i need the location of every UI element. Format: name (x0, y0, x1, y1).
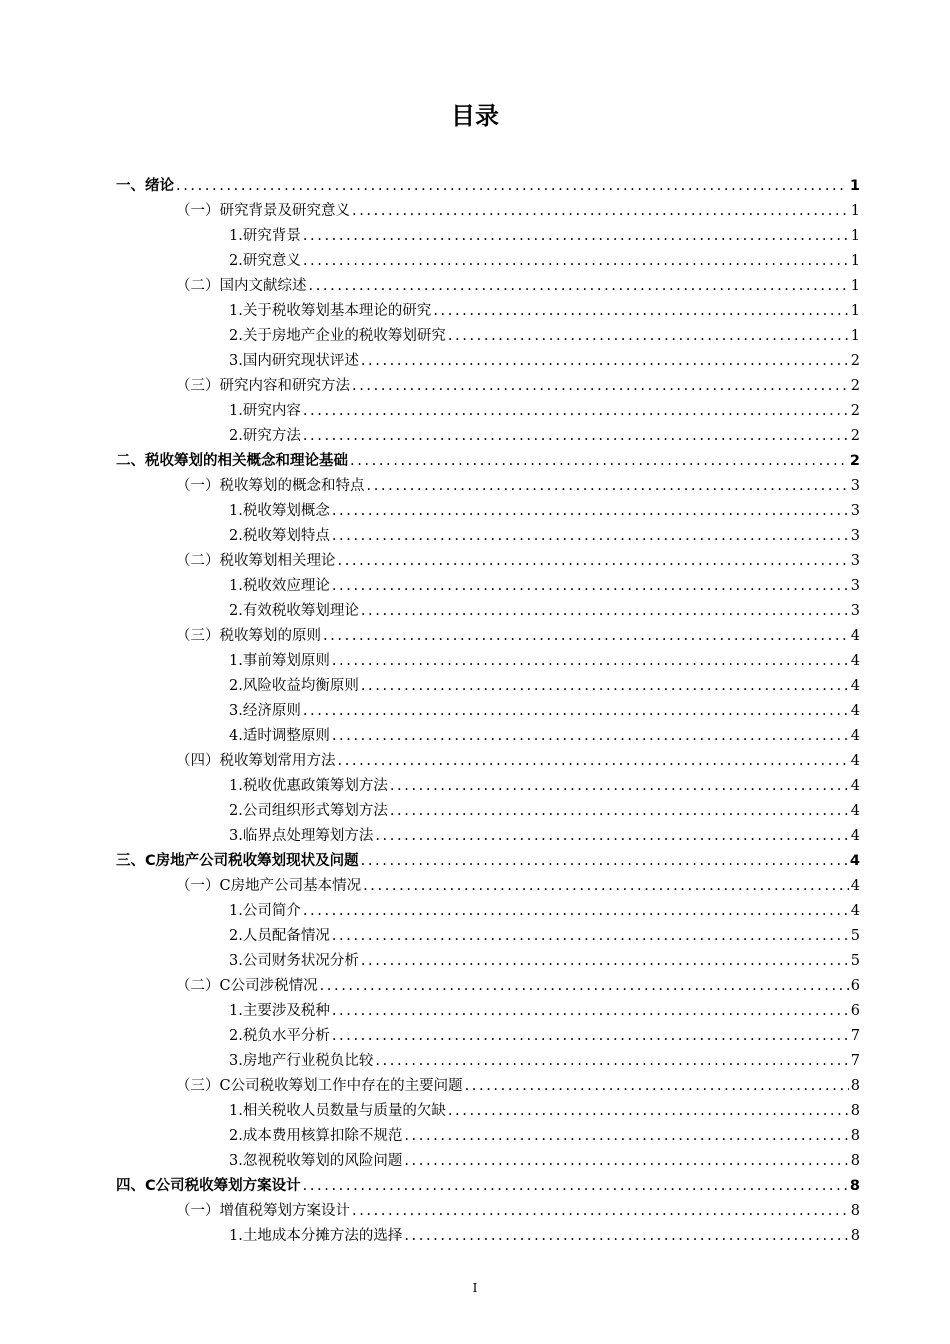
dot-leader (176, 174, 848, 199)
toc-entry-title: （一）研究背景及研究意义 (176, 203, 350, 219)
toc-entry-level-2[interactable] (176, 474, 860, 499)
dot-leader (350, 449, 848, 474)
toc-entry-page-number: 4 (850, 803, 860, 819)
dot-leader (367, 474, 849, 499)
page-title: 目录 (451, 102, 499, 130)
toc-entry-level-3[interactable] (229, 249, 860, 274)
toc-entry-title: 2.公司组织形式筹划方法 (229, 803, 388, 819)
dot-leader (303, 399, 849, 424)
toc-entry-level-3[interactable] (229, 499, 860, 524)
dot-leader (375, 1049, 848, 1074)
toc-entry-title: 1.研究内容 (229, 403, 301, 419)
toc-entry-level-3[interactable] (229, 1224, 860, 1249)
dot-leader (361, 349, 849, 374)
dot-leader (361, 849, 848, 874)
toc-entry-title: （三）税收筹划的原则 (176, 628, 321, 644)
toc-entry-title: 1.税收优惠政策筹划方法 (229, 778, 388, 794)
toc-entry-title: （二）C公司涉税情况 (176, 978, 318, 994)
toc-entry-page-number: 3 (850, 578, 860, 594)
dot-leader (390, 799, 849, 824)
toc-entry-title: 三、C房地产公司税收筹划现状及问题 (116, 853, 359, 869)
toc-entry-title: 4.适时调整原则 (229, 728, 330, 744)
toc-entry-title: 2.研究意义 (229, 253, 301, 269)
toc-entry-level-2[interactable] (176, 274, 860, 299)
toc-entry-title: 二、税收筹划的相关概念和理论基础 (116, 453, 348, 469)
dot-leader (303, 249, 849, 274)
toc-entry-level-3[interactable] (229, 524, 860, 549)
toc-entry-title: 2.人员配备情况 (229, 928, 330, 944)
toc-entry-level-3[interactable] (229, 674, 860, 699)
toc-entry-page-number: 1 (850, 278, 860, 294)
toc-entry-page-number: 3 (850, 478, 860, 494)
dot-leader (303, 424, 849, 449)
toc-entry-title: 2.税收筹划特点 (229, 528, 330, 544)
toc-entry-page-number: 6 (850, 978, 860, 994)
dot-leader (352, 374, 849, 399)
toc-entry-level-1[interactable] (116, 174, 860, 199)
toc-entry-page-number: 4 (850, 628, 860, 644)
dot-leader (375, 824, 848, 849)
toc-entry-title: 1.土地成本分摊方法的选择 (229, 1228, 403, 1244)
toc-entry-page-number: 4 (850, 653, 860, 669)
dot-leader (448, 324, 849, 349)
toc-entry-title: 2.税负水平分析 (229, 1028, 330, 1044)
dot-leader (303, 699, 849, 724)
toc-entry-title: 2.研究方法 (229, 428, 301, 444)
dot-leader (332, 924, 849, 949)
toc-entry-title: 一、绪论 (116, 178, 174, 194)
toc-entry-title: （一）增值税筹划方案设计 (176, 1203, 350, 1219)
toc-entry-page-number: 2 (849, 453, 860, 469)
toc-entry-title: 1.税收筹划概念 (229, 503, 330, 519)
toc-entry-page-number: 8 (850, 1103, 860, 1119)
toc-entry-title: 3.经济原则 (229, 703, 301, 719)
toc-entry-level-2[interactable] (176, 549, 860, 574)
toc-entry-level-3[interactable] (229, 999, 860, 1024)
dot-leader (404, 1149, 848, 1174)
toc-entry-level-2[interactable] (176, 749, 860, 774)
toc-entry-level-3[interactable] (229, 299, 860, 324)
toc-entry-page-number: 1 (850, 303, 860, 319)
toc-entry-page-number: 4 (850, 753, 860, 769)
toc-entry-page-number: 2 (850, 403, 860, 419)
toc-entry-level-3[interactable] (229, 574, 860, 599)
toc-entry-title: 1.关于税收筹划基本理论的研究 (229, 303, 432, 319)
toc-entry-page-number: 7 (850, 1028, 860, 1044)
page-number-footer: I (472, 1281, 478, 1295)
toc-entry-title: 3.国内研究现状评述 (229, 353, 359, 369)
dot-leader (323, 624, 849, 649)
dot-leader (309, 274, 849, 299)
toc-entry-level-3[interactable] (229, 424, 860, 449)
toc-entry-level-3[interactable] (229, 924, 860, 949)
toc-entry-page-number: 4 (850, 678, 860, 694)
toc-entry-title: （二）税收筹划相关理论 (176, 553, 336, 569)
toc-entry-level-2[interactable] (176, 199, 860, 224)
toc-entry-level-2[interactable] (176, 874, 860, 899)
dot-leader (448, 1099, 849, 1124)
toc-entry-page-number: 8 (850, 1203, 860, 1219)
toc-entry-page-number: 8 (850, 1078, 860, 1094)
toc-entry-level-3[interactable] (229, 224, 860, 249)
dot-leader (404, 1224, 848, 1249)
toc-entry-title: 3.临界点处理筹划方法 (229, 828, 374, 844)
toc-entry-level-3[interactable] (229, 724, 860, 749)
toc-entry-title: 3.房地产行业税负比较 (229, 1053, 374, 1069)
dot-leader (352, 1199, 849, 1224)
toc-entry-page-number: 5 (850, 953, 860, 969)
dot-leader (352, 199, 849, 224)
toc-entry-title: （一）税收筹划的概念和特点 (176, 478, 365, 494)
dot-leader (320, 974, 849, 999)
dot-leader (361, 599, 849, 624)
toc-entry-page-number: 8 (850, 1153, 860, 1169)
toc-entry-level-3[interactable] (229, 899, 860, 924)
toc-entry-page-number: 3 (850, 528, 860, 544)
toc-entry-page-number: 4 (850, 728, 860, 744)
toc-entry-title: 2.成本费用核算扣除不规范 (229, 1128, 403, 1144)
toc-entry-level-1[interactable] (116, 449, 860, 474)
toc-entry-title: 3.公司财务状况分析 (229, 953, 359, 969)
toc-entry-page-number: 3 (850, 553, 860, 569)
toc-entry-page-number: 2 (850, 428, 860, 444)
toc-entry-level-3[interactable] (229, 349, 860, 374)
toc-entry-level-1[interactable] (116, 849, 860, 874)
toc-entry-level-3[interactable] (229, 799, 860, 824)
toc-entry-page-number: 2 (850, 353, 860, 369)
dot-leader (361, 949, 849, 974)
dot-leader (332, 524, 849, 549)
toc-entry-title: （三）研究内容和研究方法 (176, 378, 350, 394)
toc-entry-page-number: 4 (850, 903, 860, 919)
toc-entry-level-2[interactable] (176, 624, 860, 649)
toc-entry-page-number: 1 (850, 328, 860, 344)
toc-entry-title: 1.主要涉及税种 (229, 1003, 330, 1019)
toc-entry-title: （三）C公司税收筹划工作中存在的主要问题 (176, 1078, 463, 1094)
toc-entry-page-number: 4 (850, 778, 860, 794)
toc-entry-title: 2.有效税收筹划理论 (229, 603, 359, 619)
dot-leader (433, 299, 848, 324)
toc-entry-page-number: 8 (849, 1178, 860, 1194)
toc-entry-level-3[interactable] (229, 399, 860, 424)
dot-leader (465, 1074, 849, 1099)
toc-entry-page-number: 1 (849, 178, 860, 194)
toc-entry-title: 1.税收效应理论 (229, 578, 330, 594)
toc-entry-page-number: 7 (850, 1053, 860, 1069)
toc-entry-title: （二）国内文献综述 (176, 278, 307, 294)
toc-entry-level-3[interactable] (229, 824, 860, 849)
toc-entry-page-number: 8 (850, 1228, 860, 1244)
toc-entry-level-3[interactable] (229, 599, 860, 624)
dot-leader (361, 674, 849, 699)
toc-entry-page-number: 8 (850, 1128, 860, 1144)
toc-entry-level-3[interactable] (229, 1049, 860, 1074)
toc-entry-level-2[interactable] (176, 974, 860, 999)
toc-entry-title: 3.忽视税收筹划的风险问题 (229, 1153, 403, 1169)
dot-leader (332, 574, 849, 599)
toc-entry-level-3[interactable] (229, 949, 860, 974)
toc-entry-level-3[interactable] (229, 699, 860, 724)
dot-leader (303, 224, 849, 249)
toc-entry-page-number: 4 (850, 703, 860, 719)
toc-entry-level-3[interactable] (229, 649, 860, 674)
toc-entry-page-number: 3 (850, 603, 860, 619)
dot-leader (303, 1174, 848, 1199)
dot-leader (404, 1124, 848, 1149)
toc-entry-page-number: 4 (849, 853, 860, 869)
dot-leader (332, 1024, 849, 1049)
toc-entry-level-3[interactable] (229, 324, 860, 349)
toc-entry-level-3[interactable] (229, 1124, 860, 1149)
toc-entry-level-2[interactable] (176, 1199, 860, 1224)
toc-entry-page-number: 1 (850, 253, 860, 269)
toc-entry-level-1[interactable] (116, 1174, 860, 1199)
toc-entry-level-3[interactable] (229, 1099, 860, 1124)
toc-entry-title: 1.公司简介 (229, 903, 301, 919)
dot-leader (332, 649, 849, 674)
dot-leader (332, 724, 849, 749)
toc-entry-title: 2.风险收益均衡原则 (229, 678, 359, 694)
dot-leader (338, 549, 849, 574)
dot-leader (303, 899, 849, 924)
dot-leader (338, 749, 849, 774)
toc-entry-title: 1.研究背景 (229, 228, 301, 244)
dot-leader (332, 999, 849, 1024)
toc-entry-page-number: 2 (850, 378, 860, 394)
toc-entry-page-number: 6 (850, 1003, 860, 1019)
toc-entry-level-3[interactable] (229, 1149, 860, 1174)
toc-entry-level-3[interactable] (229, 774, 860, 799)
toc-entry-title: 四、C公司税收筹划方案设计 (116, 1178, 301, 1194)
toc-entry-page-number: 4 (850, 828, 860, 844)
toc-entry-title: 2.关于房地产企业的税收筹划研究 (229, 328, 446, 344)
toc-entry-page-number: 1 (850, 228, 860, 244)
toc-entry-title: 1.事前筹划原则 (229, 653, 330, 669)
toc-entry-title: （一）C房地产公司基本情况 (176, 878, 362, 894)
toc-entry-level-2[interactable] (176, 1074, 860, 1099)
toc-entry-page-number: 5 (850, 928, 860, 944)
toc-entry-title: （四）税收筹划常用方法 (176, 753, 336, 769)
toc-entry-page-number: 3 (850, 503, 860, 519)
toc-entry-level-3[interactable] (229, 1024, 860, 1049)
dot-leader (363, 874, 849, 899)
dot-leader (332, 499, 849, 524)
toc-entry-title: 1.相关税收人员数量与质量的欠缺 (229, 1103, 446, 1119)
toc-entry-page-number: 4 (850, 878, 860, 894)
dot-leader (390, 774, 849, 799)
toc-entry-page-number: 1 (850, 203, 860, 219)
toc-entry-level-2[interactable] (176, 374, 860, 399)
